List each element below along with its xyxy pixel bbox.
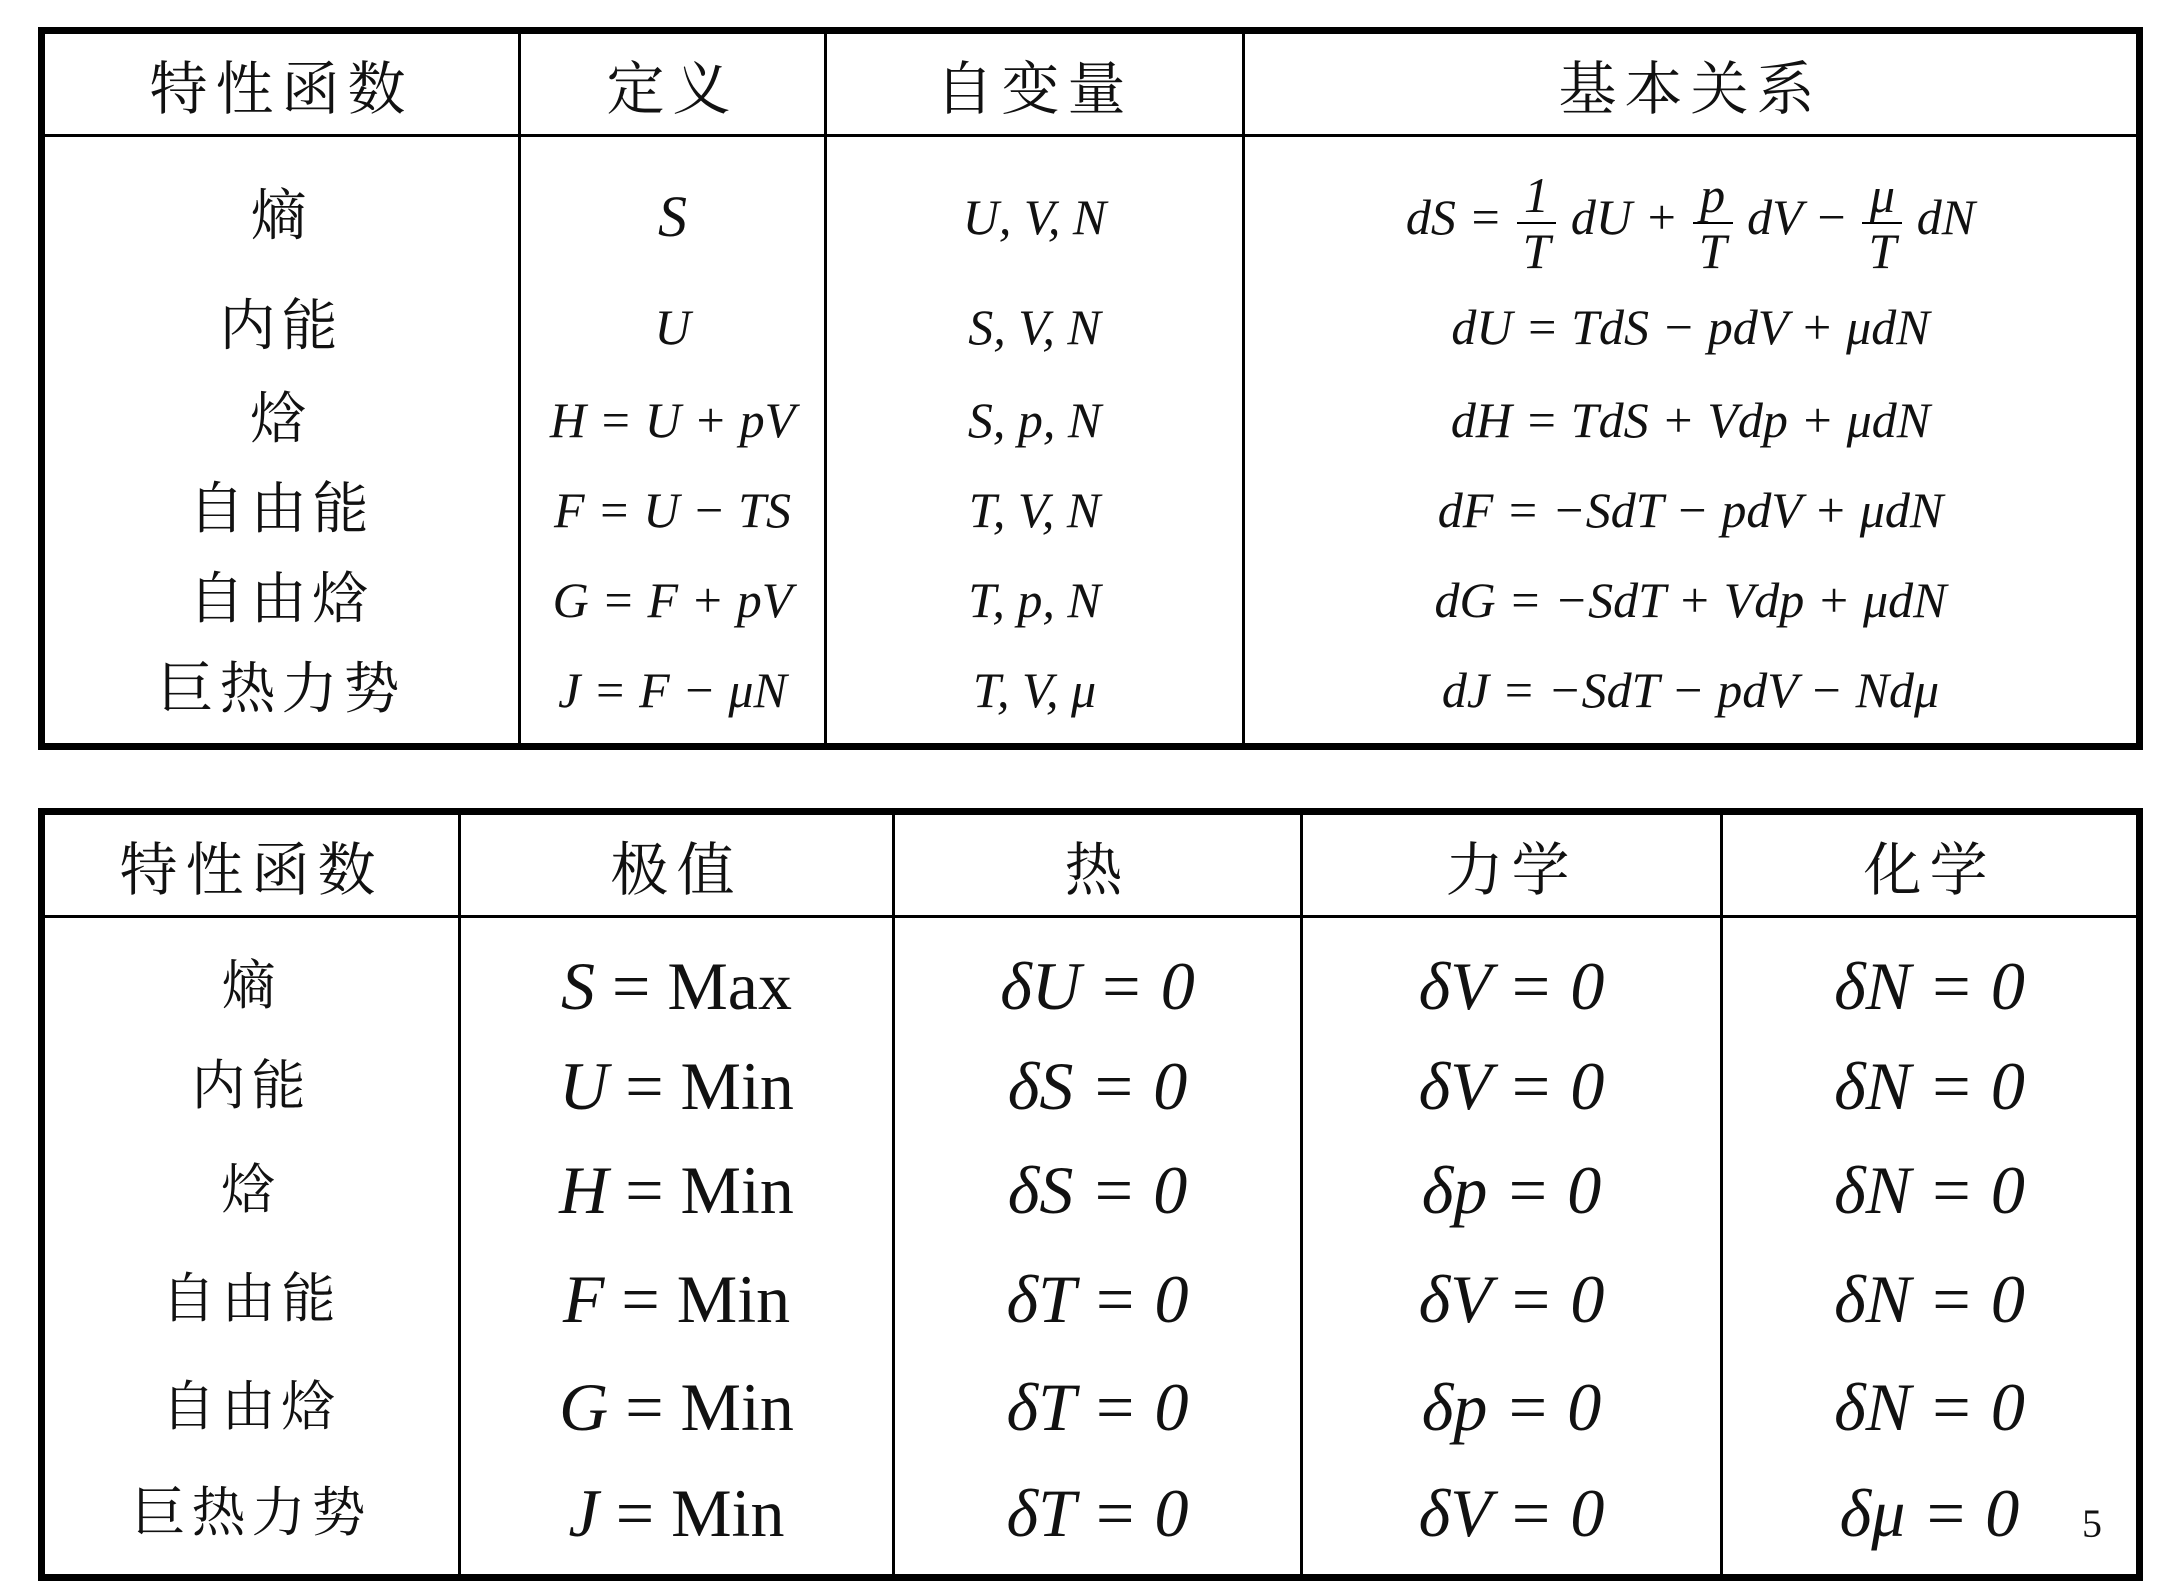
function-name: 焓: [221, 1158, 282, 1221]
chemical-condition: δN = 0: [1834, 948, 2025, 1024]
page-number: 5: [2082, 1501, 2102, 1546]
extremum-conditions-table: [38, 808, 2143, 1581]
definition: J = F − μN: [558, 662, 787, 718]
thermal-condition: δT = 0: [1006, 1369, 1189, 1445]
relations-column: [1244, 136, 2140, 747]
header-fundamental-relation: 基本关系: [1244, 31, 2140, 136]
natural-variables: S, V, N: [968, 299, 1101, 355]
definitions-column: [520, 136, 826, 747]
header-definition: 定义: [520, 31, 826, 136]
extremum-variable: S: [560, 948, 595, 1024]
chemical-condition: δN = 0: [1834, 1369, 2025, 1445]
thermal-condition: δT = 0: [1006, 1261, 1189, 1337]
definition: F = U − TS: [554, 482, 791, 538]
natural-variables: T, V, N: [968, 482, 1101, 538]
function-name: 自由能: [161, 1267, 342, 1330]
chemical-condition: δN = 0: [1834, 1261, 2025, 1337]
fraction: [1517, 166, 1557, 279]
natural-variables: T, V, μ: [972, 662, 1097, 718]
function-name: 内能: [219, 294, 344, 359]
mechanical-condition: δV = 0: [1418, 1261, 1605, 1337]
thermal-condition: δS = 0: [1007, 1152, 1188, 1228]
characteristic-functions-table: [38, 27, 2143, 750]
entropy-relation: [1245, 155, 2136, 279]
mechanical-condition: δV = 0: [1418, 1048, 1605, 1124]
function-names-column: [42, 136, 520, 747]
extremum-condition: [461, 1244, 892, 1354]
extremum-condition: [461, 1036, 892, 1136]
extremum-relation: =: [608, 1048, 681, 1124]
header-chemical: 化学: [1722, 812, 2140, 917]
thermal-condition: δU = 0: [1000, 948, 1195, 1024]
chemical-condition: δN = 0: [1834, 1048, 2025, 1124]
extremum-relation: =: [608, 1369, 681, 1445]
extremum-value: Min: [680, 1152, 794, 1228]
header-function: 特性函数: [42, 812, 460, 917]
table-header-row: [42, 31, 2140, 136]
function-name: 自由焓: [188, 567, 375, 632]
extremum-relation: =: [604, 1261, 677, 1337]
chemical-condition: δμ = 0: [1839, 1475, 2020, 1551]
thermal-condition: δT = 0: [1006, 1475, 1189, 1551]
table-body-row: [42, 917, 2140, 1578]
fraction-denominator: T: [1522, 222, 1551, 279]
function-name: 内能: [191, 1054, 312, 1117]
fraction: [1693, 166, 1733, 279]
function-name: 熵: [250, 184, 313, 249]
chemical-column: [1722, 917, 2140, 1578]
fraction-numerator: p: [1693, 170, 1733, 224]
fundamental-relation: dF = −SdT − pdV + μdN: [1437, 482, 1944, 538]
fundamental-relation: dH = TdS + Vdp + μdN: [1450, 392, 1931, 448]
relation-lhs: dS =: [1405, 189, 1503, 245]
extremum-value: Min: [680, 1369, 794, 1445]
extremum-condition: [461, 936, 892, 1036]
extremum-variable: J: [568, 1475, 599, 1551]
extremum-column: [460, 917, 894, 1578]
header-variables: 自变量: [826, 31, 1244, 136]
definition: U: [654, 299, 691, 355]
extremum-value: Min: [676, 1261, 791, 1337]
relation-term: dN: [1916, 189, 1976, 245]
natural-variables: T, p, N: [968, 572, 1101, 628]
header-mechanical: 力学: [1302, 812, 1722, 917]
function-name: 巨热力势: [157, 657, 406, 722]
extremum-value: Min: [671, 1475, 785, 1551]
definition: H = U + pV: [549, 392, 796, 448]
header-extremum: 极值: [460, 812, 894, 917]
extremum-variable: F: [562, 1261, 605, 1337]
definition: G = F + pV: [552, 572, 793, 628]
mechanical-condition: δV = 0: [1418, 948, 1605, 1024]
fundamental-relation: dG = −SdT + Vdp + μdN: [1434, 572, 1947, 628]
extremum-condition: [461, 1354, 892, 1460]
function-name: 熵: [221, 954, 282, 1017]
header-function: 特性函数: [42, 31, 520, 136]
extremum-variable: U: [559, 1048, 609, 1124]
extremum-value: Min: [680, 1048, 794, 1124]
fraction-numerator: μ: [1862, 170, 1902, 224]
mechanical-condition: δp = 0: [1421, 1369, 1602, 1445]
table-body-row: [42, 136, 2140, 747]
mechanical-column: [1302, 917, 1722, 1578]
function-name: 焓: [250, 387, 313, 452]
chemical-condition: δN = 0: [1834, 1152, 2025, 1228]
table-header-row: [42, 812, 2140, 917]
fundamental-relation: dJ = −SdT − pdV − Ndμ: [1441, 662, 1940, 718]
extremum-relation: =: [598, 1475, 672, 1551]
thermal-condition: δS = 0: [1007, 1048, 1188, 1124]
mechanical-condition: δV = 0: [1418, 1475, 1605, 1551]
fraction-denominator: T: [1698, 222, 1727, 279]
extremum-condition: [461, 1460, 892, 1566]
natural-variables: S, p, N: [967, 392, 1102, 448]
thermal-column: [894, 917, 1302, 1578]
extremum-variable: H: [559, 1152, 609, 1228]
extremum-value: Max: [667, 948, 792, 1024]
mechanical-condition: δp = 0: [1421, 1152, 1602, 1228]
extremum-variable: G: [559, 1369, 609, 1445]
extremum-condition: [461, 1136, 892, 1244]
function-name: 巨热力势: [131, 1481, 372, 1544]
fraction: [1862, 166, 1902, 279]
function-name: 自由焓: [161, 1375, 342, 1438]
relation-term: dU +: [1570, 189, 1679, 245]
function-name: 自由能: [188, 477, 375, 542]
extremum-relation: =: [608, 1152, 681, 1228]
fraction-denominator: T: [1868, 222, 1897, 279]
relation-term: dV −: [1747, 189, 1848, 245]
header-thermal: 热: [894, 812, 1302, 917]
fraction-numerator: 1: [1517, 170, 1557, 224]
definition: S: [658, 184, 687, 249]
extremum-relation: =: [594, 948, 668, 1024]
fundamental-relation: dU = TdS − pdV + μdN: [1451, 299, 1930, 355]
variables-column: [826, 136, 1244, 747]
function-names-column: [42, 917, 460, 1578]
natural-variables: U, V, N: [962, 189, 1107, 245]
